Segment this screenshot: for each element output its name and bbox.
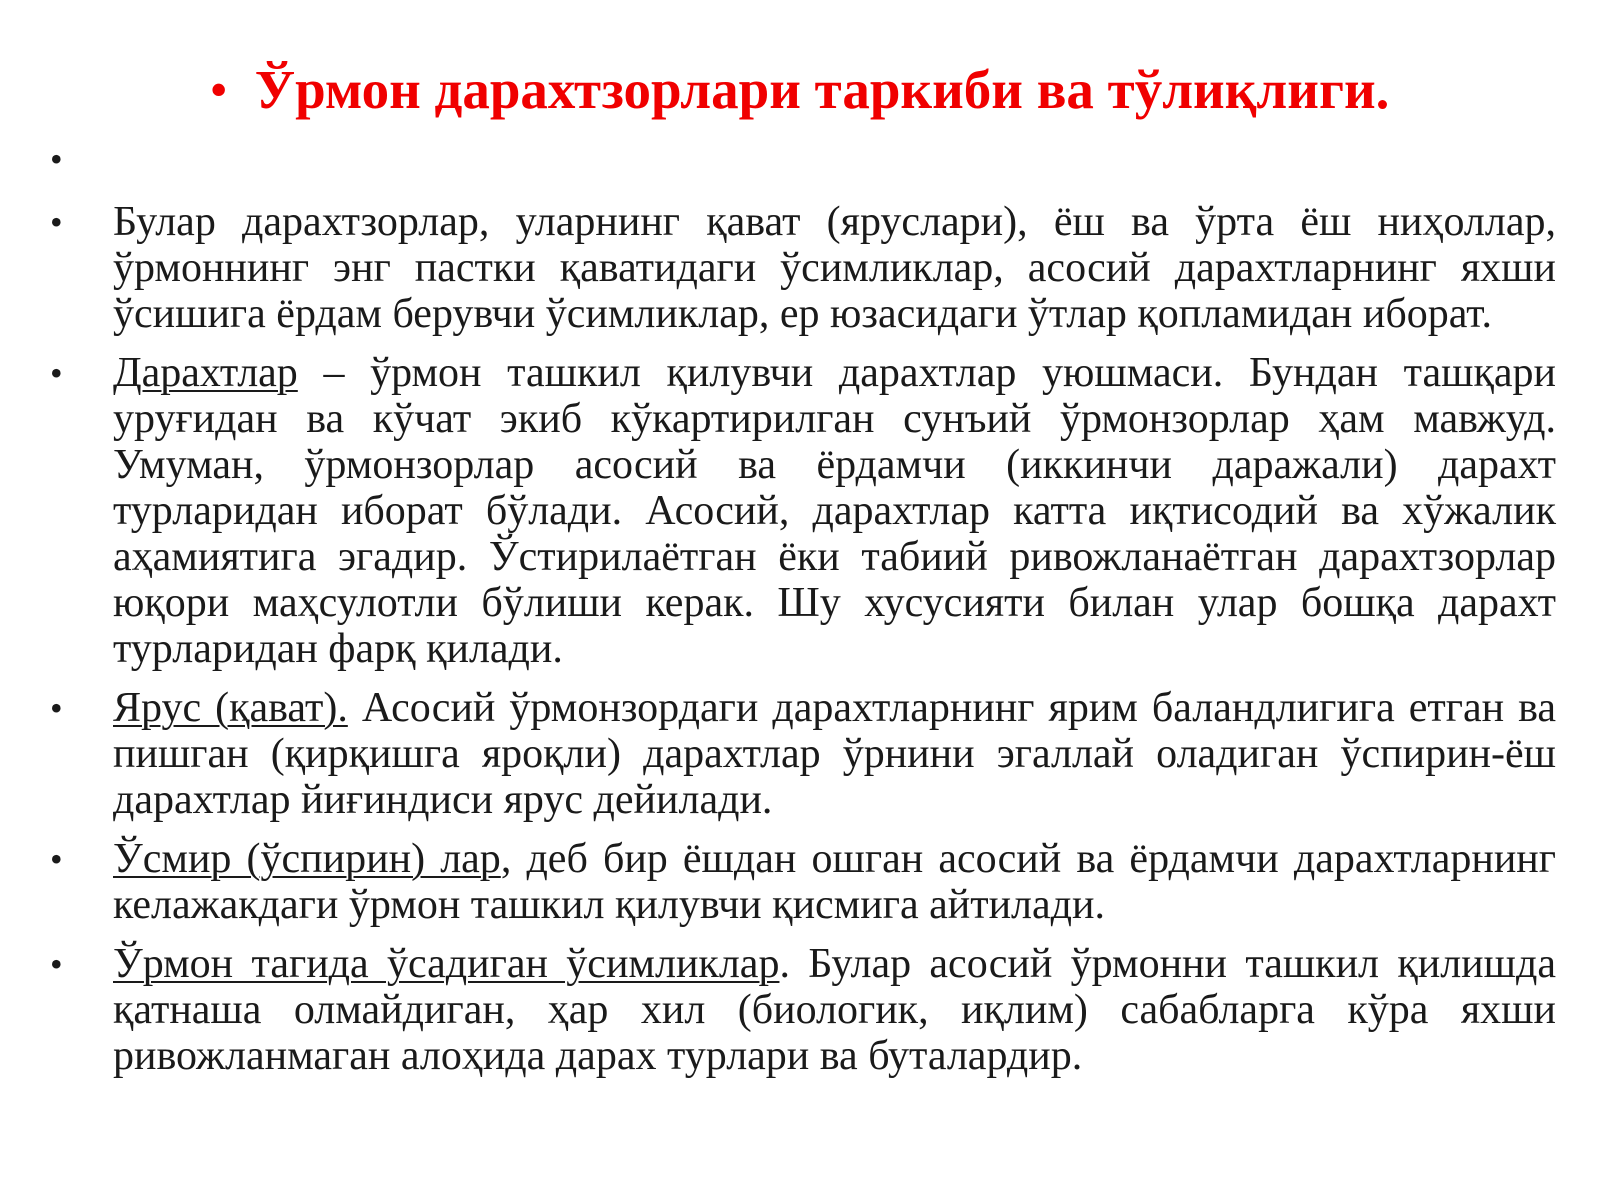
- list-item-text: [113, 685, 1556, 823]
- item-term: Ярус (қават).: [113, 685, 348, 731]
- bullet-icon: •: [50, 139, 63, 179]
- bullet-icon: •: [50, 202, 63, 242]
- list-item-trees: [0, 350, 1600, 672]
- list-item-young-trees: [0, 836, 1600, 928]
- list-item-tier: [0, 685, 1600, 823]
- slide-title-row: [0, 58, 1600, 121]
- list-item-composition: [0, 199, 1600, 337]
- item-body: Асосий ўрмонзордаги дарахтларнинг ярим баландлигига етган ва пишган (қирқишга яроқли) дарахтлар ўрнини эгаллай оладиган ўспирин-ёш дарахтлар йиғиндиси ярус дейилади.: [113, 685, 1556, 823]
- list-item-undergrowth: [0, 941, 1600, 1079]
- bullet-icon: •: [50, 353, 63, 393]
- item-body: , деб бир ёшдан ошган асосий ва ёрдамчи дарахтларнинг келажакдаги ўрмон ташкил қилувчи қисмига айтилади.: [113, 836, 1556, 928]
- bullet-icon: •: [50, 839, 63, 879]
- item-term: Дарахтлар: [113, 350, 298, 396]
- item-body: . Булар асосий ўрмонни ташкил қилишда қатнаша олмайдиган, ҳар хил (биологик, иқлим) сабабларга кўра яхши ривожланмаган алоҳида дарах турлари ва буталардир.: [113, 941, 1556, 1079]
- bullet-icon: •: [50, 944, 63, 984]
- list-item-text: [113, 941, 1556, 1079]
- list-item-empty: [0, 130, 1600, 186]
- bullet-icon: •: [50, 688, 63, 728]
- slide-title: Ўрмон дарахтзорлари таркиби ва тўлиқлиги.: [254, 59, 1390, 120]
- list-item-text: [113, 836, 1556, 928]
- item-body: Булар дарахтзорлар, уларнинг қават (яруслари), ёш ва ўрта ёш ниҳоллар, ўрмоннинг энг пастки қаватидаги ўсимликлар, асосий дарахтларнинг яхши ўсишига ёрдам берувчи ўсимликлар, ер юзасидаги ўтлар қопламидан иборат.: [113, 199, 1556, 337]
- item-body: – ўрмон ташкил қилувчи дарахтлар уюшмаси. Бундан ташқари уруғидан ва кўчат экиб кўкартирилган сунъий ўрмонзорлар ҳам мавжуд. Умуман, ўрмонзорлар асосий ва ёрдамчи (иккинчи даражали) дарахт турларидан иборат бўлади. Асосий, дарахтлар катта иқтисодий ва хўжалик аҳамиятига эгадир. Ўстирилаётган ёки табиий ривожланаётган дарахтзорлар юқори маҳсулотли бўлиши керак. Шу хусусияти билан улар бошқа дарахт турларидан фарқ қилади.: [113, 350, 1556, 672]
- list-item-text: [113, 350, 1556, 672]
- list-item-text: [113, 199, 1556, 337]
- item-term: Ўсмир (ўспирин) лар: [113, 836, 501, 882]
- bullet-list: [0, 130, 1600, 1079]
- item-term: Ўрмон тагида ўсадиган ўсимликлар: [113, 941, 780, 987]
- title-bullet-icon: •: [210, 64, 227, 115]
